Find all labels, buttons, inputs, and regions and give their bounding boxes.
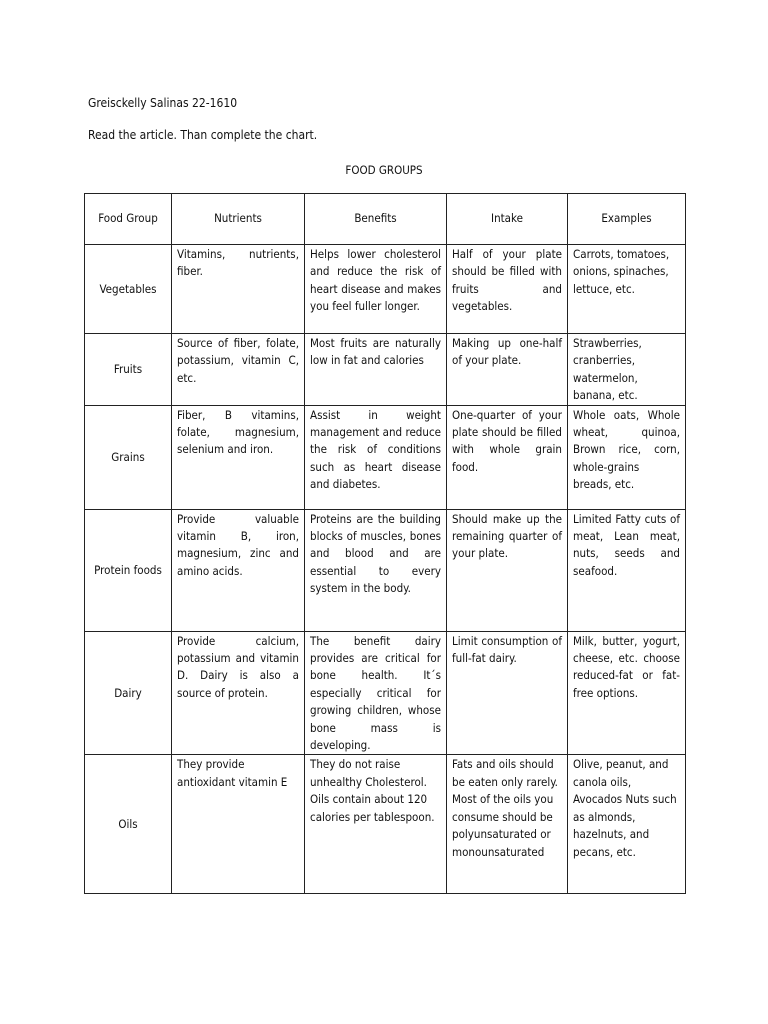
cell-benefits: Assist in weight management and reduce the risk of conditions such as heart disease and diabetes. — [305, 405, 447, 509]
cell-nutrients: Provide valuable vitamin B, iron, magnesium, zinc and amino acids. — [172, 509, 305, 631]
cell-nutrients: Provide calcium, potassium and vitamin D. Dairy is also a source of protein. — [172, 631, 305, 755]
cell-examples: Carrots, tomatoes, onions, spinaches, lettuce, etc. — [568, 245, 686, 334]
cell-food-group: Vegetables — [85, 245, 172, 334]
column-header-intake: Intake — [447, 194, 568, 245]
cell-examples: Milk, butter, yogurt, cheese, etc. choose reduced-fat or fat-free options. — [568, 631, 686, 755]
column-header-benefits: Benefits — [305, 194, 447, 245]
cell-examples: Strawberries, cranberries, watermelon, banana, etc. — [568, 334, 686, 406]
cell-intake: One-quarter of your plate should be filled with whole grain food. — [447, 405, 568, 509]
cell-benefits: They do not raise unhealthy Cholesterol. Oils contain about 120 calories per tablespoon. — [305, 755, 447, 894]
table-header-row — [85, 194, 686, 245]
cell-examples: Limited Fatty cuts of meat, Lean meat, nuts, seeds and seafood. — [568, 509, 686, 631]
cell-food-group: Oils — [85, 755, 172, 894]
column-header-food-group: Food Group — [85, 194, 172, 245]
table-row — [85, 631, 686, 755]
cell-food-group: Dairy — [85, 631, 172, 755]
table-row — [85, 334, 686, 406]
cell-intake: Should make up the remaining quarter of your plate. — [447, 509, 568, 631]
table-row — [85, 509, 686, 631]
cell-nutrients: Fiber, B vitamins, folate, magnesium, selenium and iron. — [172, 405, 305, 509]
author-line: Greisckelly Salinas 22-1610 — [88, 96, 238, 110]
table-row — [85, 405, 686, 509]
cell-examples: Whole oats, Whole wheat, quinoa, Brown rice, corn, whole-grains breads, etc. — [568, 405, 686, 509]
cell-benefits: Helps lower cholesterol and reduce the risk of heart disease and makes you feel fuller longer. — [305, 245, 447, 334]
column-header-examples: Examples — [568, 194, 686, 245]
cell-nutrients: They provide antioxidant vitamin E — [172, 755, 305, 894]
cell-food-group: Grains — [85, 405, 172, 509]
instruction-line: Read the article. Than complete the chart. — [88, 128, 318, 142]
cell-nutrients: Source of fiber, folate, potassium, vitamin C, etc. — [172, 334, 305, 406]
cell-benefits: Proteins are the building blocks of muscles, bones and blood and are essential to every system in the body. — [305, 509, 447, 631]
column-header-nutrients: Nutrients — [172, 194, 305, 245]
document-title: FOOD GROUPS — [345, 163, 423, 177]
table-row — [85, 245, 686, 334]
cell-nutrients: Vitamins, nutrients, fiber. — [172, 245, 305, 334]
cell-benefits: The benefit dairy provides are critical for bone health. It´s especially critical for growing children, whose bone mass is developing. — [305, 631, 447, 755]
cell-benefits: Most fruits are naturally low in fat and calories — [305, 334, 447, 406]
cell-food-group: Protein foods — [85, 509, 172, 631]
cell-intake: Limit consumption of full-fat dairy. — [447, 631, 568, 755]
cell-intake: Half of your plate should be filled with fruits and vegetables. — [447, 245, 568, 334]
table-row — [85, 755, 686, 894]
cell-intake: Making up one-half of your plate. — [447, 334, 568, 406]
cell-food-group: Fruits — [85, 334, 172, 406]
cell-intake: Fats and oils should be eaten only rarely. Most of the oils you consume should be polyunsaturated or monounsaturated — [447, 755, 568, 894]
food-groups-table — [84, 193, 686, 894]
cell-examples: Olive, peanut, and canola oils, Avocados Nuts such as almonds, hazelnuts, and pecans, etc. — [568, 755, 686, 894]
